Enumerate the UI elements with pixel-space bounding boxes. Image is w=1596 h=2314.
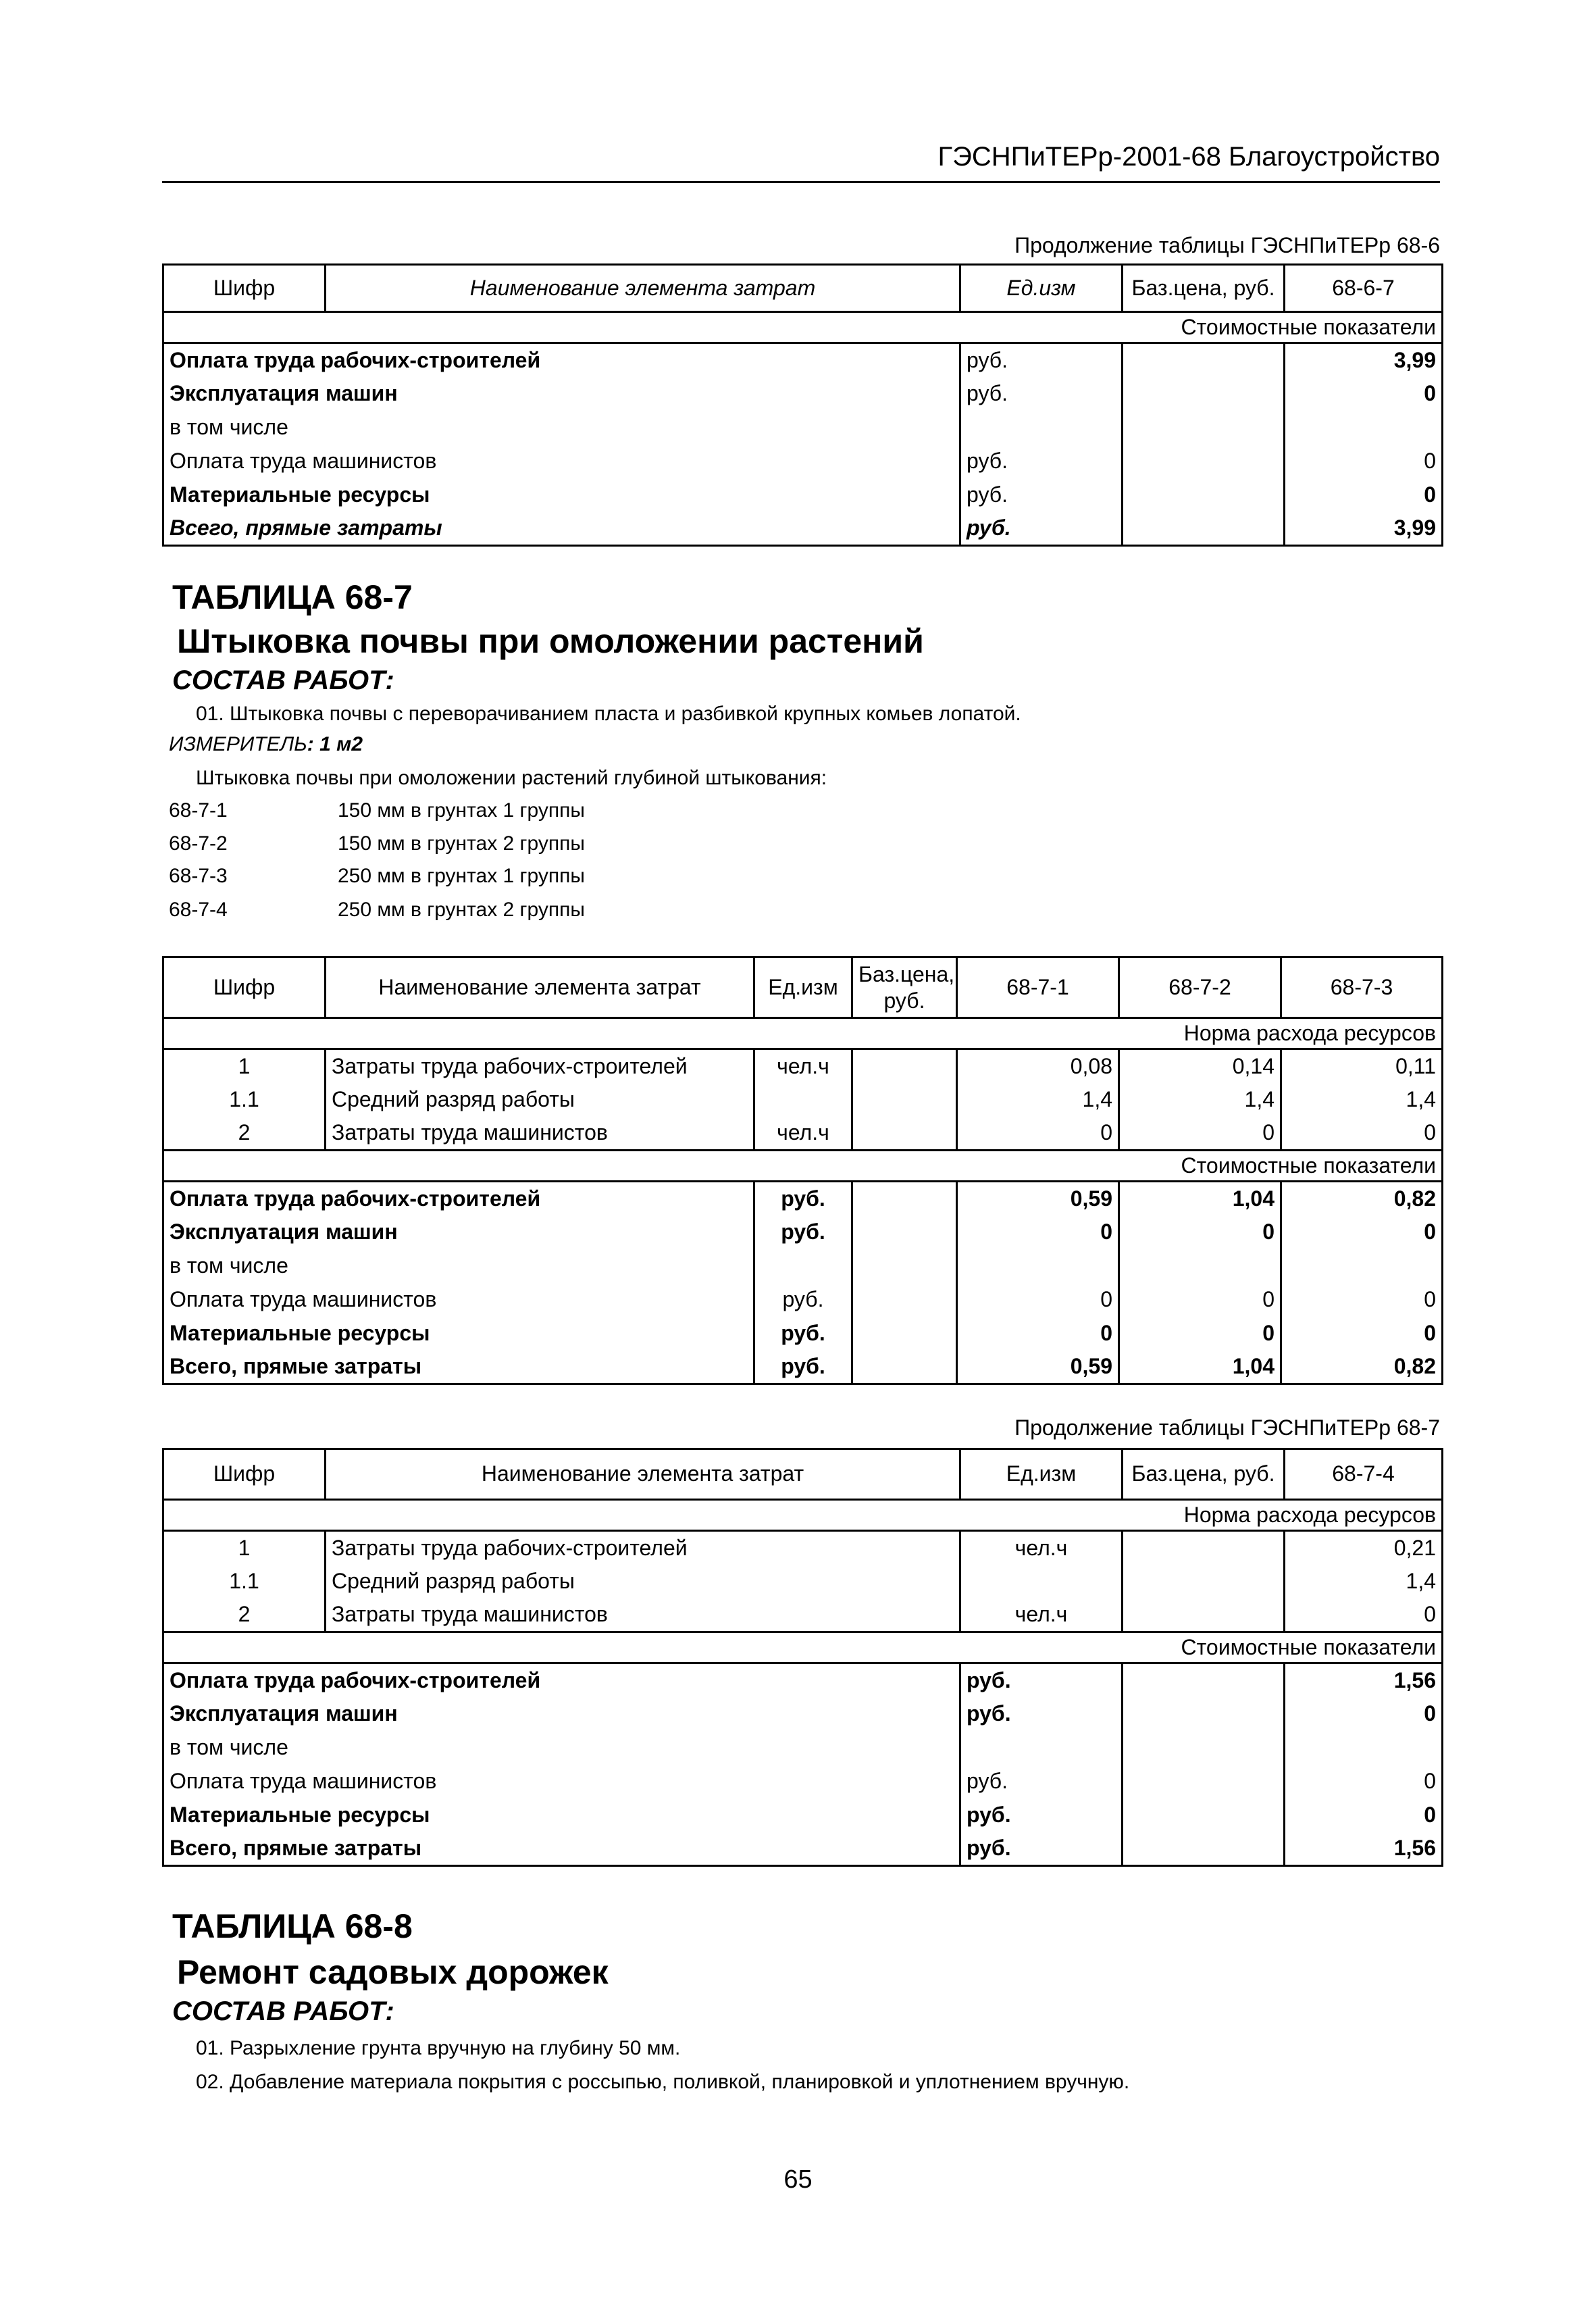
codes-intro: Штыковка почвы при омоложении растений глубиной штыкования:	[196, 767, 827, 789]
table-header-row	[163, 1449, 1443, 1500]
table-row	[163, 1799, 1443, 1832]
table-header-row	[163, 265, 1443, 312]
table-row	[163, 1531, 1443, 1565]
row-price	[852, 1249, 957, 1283]
row-price	[1123, 1663, 1285, 1697]
row-price	[1123, 1799, 1285, 1832]
page-number: 65	[783, 2165, 813, 2194]
code-id: 68-7-1	[169, 799, 228, 822]
row-name: Материальные ресурсы	[163, 1317, 754, 1351]
row-value: 0,14	[1119, 1049, 1281, 1083]
row-value: 0	[1281, 1117, 1443, 1151]
col-unit: Ед.изм	[960, 1449, 1123, 1500]
col-unit: Ед.изм	[960, 265, 1123, 312]
table-row	[163, 1083, 1443, 1117]
row-name: Оплата труда рабочих-строителей	[163, 343, 960, 377]
row-value: 0,59	[957, 1182, 1119, 1215]
row-value: 0	[1285, 377, 1443, 411]
row-number: 2	[163, 1117, 326, 1151]
row-value: 1,4	[1285, 1565, 1443, 1599]
row-price	[1123, 1697, 1285, 1731]
row-value: 3,99	[1285, 343, 1443, 377]
row-value	[1119, 1249, 1281, 1283]
table-row	[163, 1697, 1443, 1731]
row-name: в том числе	[163, 411, 960, 445]
col-code-2: 68-7-2	[1119, 957, 1281, 1018]
row-unit: руб.	[960, 1765, 1123, 1799]
row-unit: руб.	[960, 377, 1123, 411]
row-unit: руб.	[960, 1799, 1123, 1832]
row-value: 1,04	[1119, 1351, 1281, 1384]
table-row	[163, 445, 1443, 478]
row-price	[1123, 411, 1285, 445]
col-price-line-1: Баз.цена,	[858, 962, 955, 987]
row-price	[1123, 377, 1285, 411]
row-value: 0	[957, 1317, 1119, 1351]
table-row	[163, 1182, 1443, 1215]
row-number: 1.1	[163, 1565, 326, 1599]
table-row	[163, 1283, 1443, 1317]
row-name: Эксплуатация машин	[163, 377, 960, 411]
row-price	[1123, 478, 1285, 512]
row-value	[1281, 1249, 1443, 1283]
col-price	[852, 957, 957, 1018]
row-unit: руб.	[754, 1317, 852, 1351]
row-unit	[754, 1083, 852, 1117]
row-unit: чел.ч	[754, 1049, 852, 1083]
table-row	[163, 1049, 1443, 1083]
col-code-3: 68-7-3	[1281, 957, 1443, 1018]
col-name: Наименование элемента затрат	[326, 957, 754, 1018]
col-name: Наименование элемента затрат	[326, 1449, 960, 1500]
row-name: Затраты труда рабочих-строителей	[326, 1049, 754, 1083]
row-name: Оплата труда машинистов	[163, 445, 960, 478]
row-name: Эксплуатация машин	[163, 1215, 754, 1249]
row-price	[852, 1283, 957, 1317]
section-row	[163, 1500, 1443, 1531]
row-name: Всего, прямые затраты	[163, 1351, 754, 1384]
measure-line	[169, 733, 363, 756]
row-unit: руб.	[754, 1283, 852, 1317]
row-unit: руб.	[960, 343, 1123, 377]
table-row	[163, 1663, 1443, 1697]
row-name: Всего, прямые затраты	[163, 1832, 960, 1866]
row-value: 0	[1285, 445, 1443, 478]
row-name: в том числе	[163, 1249, 754, 1283]
table-68-7-continuation	[162, 1448, 1443, 1867]
row-unit: руб.	[960, 512, 1123, 546]
row-value: 0,59	[957, 1351, 1119, 1384]
row-value: 0	[1281, 1215, 1443, 1249]
row-number: 2	[163, 1599, 326, 1632]
row-value: 3,99	[1285, 512, 1443, 546]
row-price	[1123, 1832, 1285, 1866]
row-number: 1	[163, 1049, 326, 1083]
section-norm-label: Норма расхода ресурсов	[163, 1018, 1443, 1049]
col-code: 68-7-4	[1285, 1449, 1443, 1500]
code-desc: 150 мм в грунтах 2 группы	[338, 832, 585, 855]
code-id: 68-7-3	[169, 865, 228, 887]
col-unit: Ед.изм	[754, 957, 852, 1018]
section-cost-label: Стоимостные показатели	[163, 1151, 1443, 1182]
work-item: 01. Разрыхление грунта вручную на глубину 50 мм.	[196, 2037, 681, 2059]
row-number: 1	[163, 1531, 326, 1565]
work-item: 02. Добавление материала покрытия с россыпью, поливкой, планировкой и уплотнением вручную.	[196, 2071, 1130, 2093]
col-shifr: Шифр	[163, 957, 326, 1018]
row-name: Оплата труда рабочих-строителей	[163, 1182, 754, 1215]
table-row	[163, 1599, 1443, 1632]
row-price	[1123, 512, 1285, 546]
section-cost-label: Стоимостные показатели	[163, 1632, 1443, 1663]
row-name: Оплата труда рабочих-строителей	[163, 1663, 960, 1697]
row-value: 1,56	[1285, 1663, 1443, 1697]
row-value: 1,56	[1285, 1832, 1443, 1866]
row-value: 1,04	[1119, 1182, 1281, 1215]
col-price-line-2: руб.	[883, 988, 925, 1013]
row-name: Затраты труда рабочих-строителей	[326, 1531, 960, 1565]
row-value: 0,21	[1285, 1531, 1443, 1565]
code-desc: 250 мм в грунтах 1 группы	[338, 865, 585, 887]
row-value: 0	[1285, 1765, 1443, 1799]
row-unit	[960, 1565, 1123, 1599]
row-price	[1123, 445, 1285, 478]
row-unit: руб.	[960, 1697, 1123, 1731]
table-row	[163, 1565, 1443, 1599]
row-name: Материальные ресурсы	[163, 478, 960, 512]
code-desc: 250 мм в грунтах 2 группы	[338, 899, 585, 921]
row-price	[1123, 1599, 1285, 1632]
table-row	[163, 1249, 1443, 1283]
row-value: 0	[1285, 1697, 1443, 1731]
row-name: Материальные ресурсы	[163, 1799, 960, 1832]
table-row	[163, 1351, 1443, 1384]
table-row	[163, 1215, 1443, 1249]
row-unit	[960, 1731, 1123, 1765]
table-68-6-continuation-caption: Продолжение таблицы ГЭСНПиТЕРр 68-6	[1014, 233, 1440, 257]
section-row	[163, 1151, 1443, 1182]
row-unit: чел.ч	[960, 1531, 1123, 1565]
table-subtitle: Ремонт садовых дорожек	[177, 1953, 609, 1991]
col-code-1: 68-7-1	[957, 957, 1119, 1018]
row-value: 1,4	[957, 1083, 1119, 1117]
row-value: 1,4	[1119, 1083, 1281, 1117]
row-price	[852, 1182, 957, 1215]
table-row	[163, 343, 1443, 377]
table-row	[163, 1832, 1443, 1866]
row-unit: руб.	[754, 1215, 852, 1249]
table-68-6-continuation	[162, 263, 1443, 547]
row-name: Средний разряд работы	[326, 1083, 754, 1117]
row-unit: руб.	[754, 1182, 852, 1215]
row-name: Всего, прямые затраты	[163, 512, 960, 546]
table-row	[163, 478, 1443, 512]
measure-value: : 1 м2	[307, 733, 363, 755]
row-unit	[754, 1249, 852, 1283]
row-value: 0	[1281, 1317, 1443, 1351]
row-value	[1285, 1731, 1443, 1765]
work-composition-label: СОСТАВ РАБОТ:	[172, 1996, 394, 2026]
table-68-7-continuation-caption: Продолжение таблицы ГЭСНПиТЕРр 68-7	[1014, 1415, 1440, 1440]
row-value: 0,08	[957, 1049, 1119, 1083]
table-row	[163, 1317, 1443, 1351]
row-name: Эксплуатация машин	[163, 1697, 960, 1731]
header-rule	[162, 181, 1440, 183]
row-value: 1,4	[1281, 1083, 1443, 1117]
row-value	[1285, 411, 1443, 445]
table-row	[163, 1765, 1443, 1799]
row-value: 0	[1281, 1283, 1443, 1317]
col-name: Наименование элемента затрат	[326, 265, 960, 312]
row-value: 0	[1285, 1799, 1443, 1832]
code-id: 68-7-2	[169, 832, 228, 855]
work-composition-label: СОСТАВ РАБОТ:	[172, 665, 394, 695]
page-header-title: ГЭСНПиТЕРр-2001-68 Благоустройство	[937, 142, 1440, 172]
table-row	[163, 1731, 1443, 1765]
row-name: в том числе	[163, 1731, 960, 1765]
col-price: Баз.цена, руб.	[1123, 1449, 1285, 1500]
row-unit: руб.	[960, 1663, 1123, 1697]
code-desc: 150 мм в грунтах 1 группы	[338, 799, 585, 822]
row-name: Затраты труда машинистов	[326, 1117, 754, 1151]
row-price	[1123, 343, 1285, 377]
row-unit: руб.	[754, 1351, 852, 1384]
table-68-7	[162, 956, 1443, 1385]
col-price: Баз.цена, руб.	[1123, 265, 1285, 312]
table-row	[163, 1117, 1443, 1151]
section-row	[163, 1018, 1443, 1049]
code-id: 68-7-4	[169, 899, 228, 921]
row-unit	[960, 411, 1123, 445]
table-row	[163, 411, 1443, 445]
row-value: 0	[957, 1117, 1119, 1151]
col-code: 68-6-7	[1285, 265, 1443, 312]
row-value: 0,82	[1281, 1182, 1443, 1215]
row-value	[957, 1249, 1119, 1283]
row-name: Оплата труда машинистов	[163, 1283, 754, 1317]
row-unit: руб.	[960, 445, 1123, 478]
table-row	[163, 512, 1443, 546]
row-value: 0	[1119, 1283, 1281, 1317]
col-shifr: Шифр	[163, 1449, 326, 1500]
col-shifr: Шифр	[163, 265, 326, 312]
row-price	[852, 1049, 957, 1083]
measure-label: ИЗМЕРИТЕЛЬ	[169, 733, 307, 755]
row-price	[1123, 1731, 1285, 1765]
row-value: 0	[957, 1215, 1119, 1249]
row-value: 0,82	[1281, 1351, 1443, 1384]
table-header-row	[163, 957, 1443, 1018]
row-price	[852, 1351, 957, 1384]
section-row	[163, 1632, 1443, 1663]
row-unit: руб.	[960, 478, 1123, 512]
row-unit: чел.ч	[960, 1599, 1123, 1632]
section-norm-label: Норма расхода ресурсов	[163, 1500, 1443, 1531]
row-price	[852, 1117, 957, 1151]
row-value: 0	[1119, 1117, 1281, 1151]
work-item: 01. Штыковка почвы с переворачиванием пласта и разбивкой крупных комьев лопатой.	[196, 703, 1021, 725]
row-number: 1.1	[163, 1083, 326, 1117]
row-value: 0	[1119, 1215, 1281, 1249]
row-price	[1123, 1765, 1285, 1799]
table-subtitle: Штыковка почвы при омоложении растений	[177, 622, 924, 660]
row-value: 0	[1285, 478, 1443, 512]
row-price	[852, 1215, 957, 1249]
row-value: 0,11	[1281, 1049, 1443, 1083]
row-name: Оплата труда машинистов	[163, 1765, 960, 1799]
row-price	[1123, 1565, 1285, 1599]
row-price	[852, 1317, 957, 1351]
section-cost-label: Стоимостные показатели	[163, 312, 1443, 343]
row-value: 0	[1119, 1317, 1281, 1351]
table-heading: ТАБЛИЦА 68-8	[172, 1907, 413, 1945]
section-row	[163, 312, 1443, 343]
row-unit: руб.	[960, 1832, 1123, 1866]
row-name: Средний разряд работы	[326, 1565, 960, 1599]
row-name: Затраты труда машинистов	[326, 1599, 960, 1632]
row-value: 0	[1285, 1599, 1443, 1632]
row-price	[852, 1083, 957, 1117]
row-unit: чел.ч	[754, 1117, 852, 1151]
row-price	[1123, 1531, 1285, 1565]
table-heading: ТАБЛИЦА 68-7	[172, 578, 413, 616]
table-row	[163, 377, 1443, 411]
row-value: 0	[957, 1283, 1119, 1317]
